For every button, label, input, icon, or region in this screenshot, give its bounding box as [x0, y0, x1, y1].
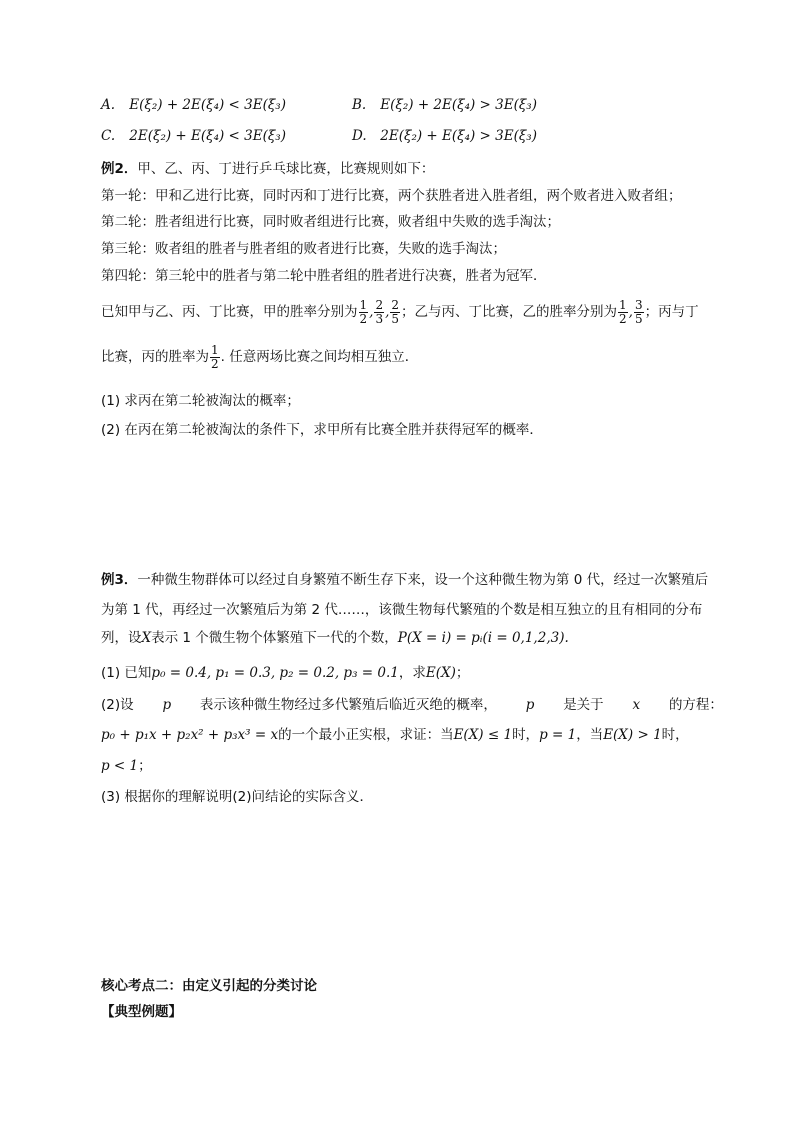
comma: , [385, 304, 390, 320]
example-3-title: 例3． [101, 572, 138, 588]
example-2-intro [101, 160, 434, 178]
example-3-question-3: (3) 根据你的理解说明(2)问结论的实际含义． [101, 789, 374, 805]
given-rates-line-2 [101, 342, 418, 372]
option-c-expr: 2E(ξ₂) + E(ξ₄) < 3E(ξ₃) [129, 128, 286, 144]
q2-text-j: ； [138, 758, 152, 774]
fraction-1-2 [359, 299, 369, 326]
given-rates-line [101, 297, 699, 327]
q2-equation: p₀ + p₁x + p₂x² + p₃x³ = x [101, 727, 279, 743]
example-3-text-3b: 表示 1 个微生物个体繁殖下一代的个数， [151, 630, 398, 646]
q2-condition-gt: E(X) > 1 [603, 727, 662, 743]
q1-text-a: (1) 已知 [101, 665, 152, 681]
given-rates-text-b: ；乙与丙、丁比赛，乙的胜率分别为 [401, 304, 618, 320]
q2-word: p [525, 697, 535, 713]
option-a-expr: E(ξ₂) + 2E(ξ₄) < 3E(ξ₃) [129, 97, 286, 113]
fraction-numerator: 1 [359, 297, 368, 312]
example-3-line-1 [101, 571, 708, 589]
section-heading: 核心考点二：由定义引起的分类讨论 [101, 978, 317, 994]
example-3-text-1: 一种微生物群体可以经过自身繁殖不断生存下来，设一个这种微生物为第 0 代，经过一次繁殖后 [137, 572, 709, 588]
fraction-denominator: 2 [359, 311, 368, 326]
fraction-denominator: 2 [211, 356, 219, 371]
q2-word: 是关于 [563, 697, 604, 713]
distribution-formula: P(X = i) = pᵢ(i = 0,1,2,3). [397, 630, 569, 646]
rule-round-3: 第三轮：败者组的胜者与胜者组的败者进行比赛，失败的选手淘汰； [101, 241, 506, 257]
given-rates-text-a: 已知甲与乙、丙、丁比赛，甲的胜率分别为 [101, 304, 358, 320]
rule-round-1: 第一轮：甲和乙进行比赛，同时丙和丁进行比赛，两个获胜者进入胜者组，两个败者进入败者组； [101, 188, 682, 204]
q2-word: x [632, 697, 641, 713]
q2-text-f: ，当 [576, 727, 604, 743]
fraction-numerator: 2 [391, 297, 400, 312]
option-b-expr: E(ξ₂) + 2E(ξ₄) > 3E(ξ₃) [380, 97, 537, 113]
fraction-numerator: 2 [375, 297, 384, 312]
example-3-text-3a: 列，设 [101, 630, 142, 646]
fraction-denominator: 3 [375, 311, 384, 326]
q1-probabilities: p₀ = 0.4, p₁ = 0.3, p₂ = 0.2, p₃ = 0.1 [151, 665, 399, 681]
example-2-question-1: (1) 求丙在第二轮被淘汰的概率； [101, 393, 300, 409]
q1-expectation: E(X) [425, 665, 456, 681]
example-2-intro-text: 甲、乙、丙、丁进行乒乓球比赛，比赛规则如下： [137, 161, 435, 177]
fraction-numerator: 1 [211, 342, 219, 357]
q2-condition-le: E(X) ≤ 1 [453, 727, 513, 743]
option-a-label: A. [101, 97, 116, 113]
given-rates-text-d: 比赛，丙的胜率为 [101, 349, 209, 365]
q1-text-c: ； [455, 665, 470, 681]
q2-word: (2)设 [101, 697, 134, 713]
variable-x: X [141, 630, 152, 646]
fraction-1-2-b [618, 299, 628, 326]
q2-word: p [162, 697, 172, 713]
q2-text-b: 的一个最小正实根，求证：当 [278, 727, 454, 743]
fraction-denominator: 5 [634, 311, 643, 326]
fraction-denominator: 5 [391, 311, 400, 326]
q2-word: 的方程： [668, 697, 723, 713]
option-d [352, 128, 537, 144]
option-c-label: C. [101, 128, 116, 144]
q2-text-h: 时， [661, 727, 689, 743]
q2-result-eq: p = 1 [539, 727, 577, 743]
q2-word: 表示该种微生物经过多代繁殖后临近灭绝的概率， [199, 697, 497, 713]
option-d-label: D. [352, 128, 367, 144]
comma: , [628, 304, 633, 320]
fraction-numerator: 1 [619, 297, 627, 312]
section-subheading: 【典型例题】 [101, 1004, 182, 1020]
fraction-denominator: 2 [619, 311, 627, 326]
rule-round-2: 第二轮：胜者组进行比赛，同时败者组进行比赛，败者组中失败的选手淘汰； [101, 214, 560, 230]
q1-text-b: ，求 [398, 665, 426, 681]
given-rates-text-c: ；丙与丁 [644, 304, 699, 320]
example-2-title: 例2． [101, 161, 138, 177]
example-3-question-2-line-1 [101, 696, 723, 714]
example-3-question-2-line-2 [101, 726, 689, 744]
option-b [352, 97, 537, 113]
fraction-2-3 [374, 299, 384, 326]
example-3-line-3 [101, 629, 569, 647]
example-3-question-1 [101, 664, 469, 682]
rule-round-4: 第四轮：第三轮中的胜者与第二轮中胜者组的胜者进行决赛，胜者为冠军． [101, 268, 547, 284]
q2-text-d: 时， [512, 727, 540, 743]
option-b-label: B. [352, 97, 367, 113]
example-3-question-2-line-3 [101, 757, 152, 775]
example-2-question-2: (2) 在丙在第二轮被淘汰的条件下，求甲所有比赛全胜并获得冠军的概率． [101, 422, 543, 438]
fraction-1-2-c [210, 344, 220, 371]
example-3-line-2: 为第 1 代，再经过一次繁殖后为第 2 代……，该微生物每代繁殖的个数是相互独立的且有相同的分布 [101, 602, 703, 618]
option-a [101, 97, 286, 113]
given-rates-text-e: . 任意两场比赛之间均相互独立． [220, 349, 419, 365]
comma: , [369, 304, 374, 320]
option-d-expr: 2E(ξ₂) + E(ξ₄) > 3E(ξ₃) [380, 128, 537, 144]
fraction-numerator: 3 [634, 297, 643, 312]
fraction-2-5 [390, 299, 400, 326]
q2-result-lt: p < 1 [101, 758, 139, 774]
option-c [101, 128, 286, 144]
fraction-3-5 [634, 299, 644, 326]
